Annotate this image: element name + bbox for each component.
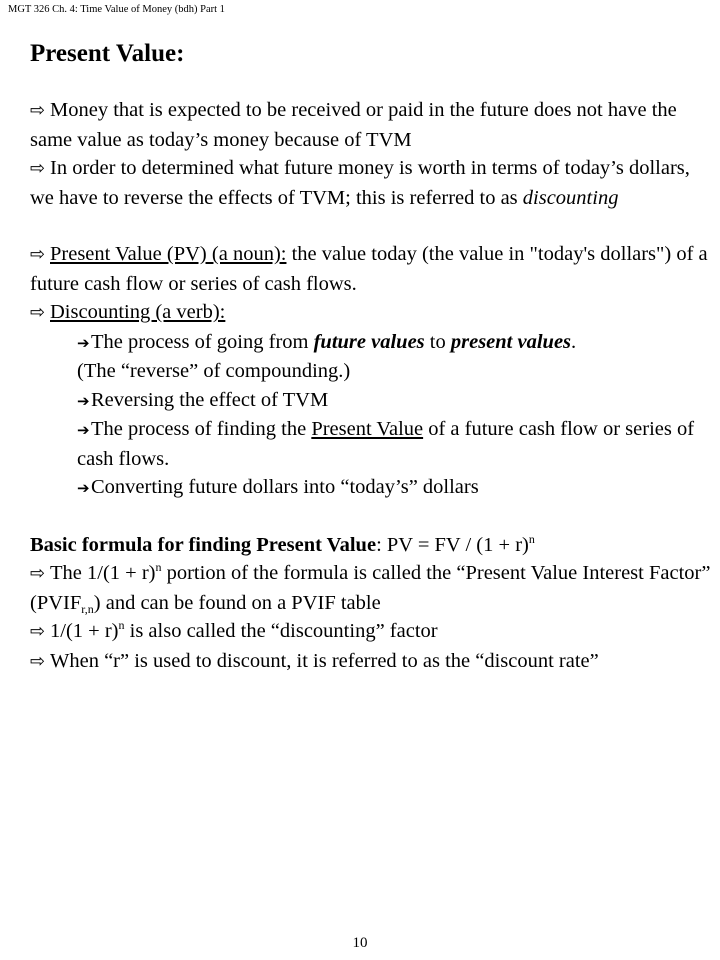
- bullet-discount-factor: [30, 617, 712, 647]
- small-arrow-icon: ➔: [77, 421, 90, 439]
- bullet-discounting-intro: [30, 154, 712, 212]
- sub-text: The process of finding the: [91, 418, 312, 440]
- emphasis-present-values: present values: [450, 330, 572, 353]
- arrow-icon: ⇨: [30, 621, 46, 642]
- pv-term: Present Value (PV) (a noun):: [50, 243, 287, 265]
- small-arrow-icon: ➔: [77, 333, 90, 352]
- discounting-term: Discounting (a verb):: [50, 301, 226, 323]
- bullet-text: ) and can be found on a PVIF table: [93, 591, 381, 614]
- sub-text: Reversing the effect of TVM: [91, 388, 329, 411]
- bullet-discounting-def: [30, 298, 712, 328]
- bullet-text: When “r” is used to discount, it is referred to as the “discount rate”: [50, 649, 599, 672]
- page-number: 10: [352, 935, 368, 951]
- exponent-n: n: [118, 618, 125, 632]
- bullet-text: portion of the formula is called the “Present Value Interest Factor” (PVIF: [30, 562, 711, 614]
- bullet-pvif: [30, 559, 712, 617]
- arrow-icon: ⇨: [30, 302, 46, 323]
- bullet-text: Money that is expected to be received or paid in the future does not have the same value as today’s money because of TVM: [30, 99, 677, 151]
- sub-text: to: [424, 330, 451, 353]
- bullet-discount-rate: [30, 647, 712, 677]
- sub-text: Converting future dollars into “today’s” dollars: [91, 476, 479, 498]
- page-header: MGT 326 Ch. 4: Time Value of Money (bdh) Part 1: [8, 4, 225, 15]
- exponent-n: n: [528, 531, 535, 546]
- sub-bullet-3: [30, 415, 712, 473]
- content: [30, 96, 712, 676]
- arrow-icon: ⇨: [30, 563, 46, 584]
- bullet-text: 1/(1 + r): [50, 620, 119, 642]
- arrow-icon: ⇨: [30, 100, 46, 121]
- bullet-pv-definition: [30, 240, 712, 298]
- formula-line: [30, 531, 712, 560]
- small-arrow-icon: ➔: [77, 479, 90, 497]
- sub-bullet-2: [30, 386, 712, 416]
- sub-bullet-1: [30, 328, 712, 386]
- sub-text: (The “reverse” of compounding.): [77, 360, 351, 382]
- small-arrow-icon: ➔: [77, 391, 90, 410]
- formula-label: Basic formula for finding Present Value: [30, 533, 377, 556]
- sub-text: The process of going from: [91, 330, 314, 353]
- formula-text: : PV = FV / (1 + r): [376, 533, 529, 556]
- arrow-icon: ⇨: [30, 244, 46, 265]
- arrow-icon: ⇨: [30, 650, 46, 672]
- bullet-text: is also called the “discounting” factor: [124, 620, 438, 642]
- sub-bullet-4: [30, 473, 712, 503]
- sub-text: .: [571, 330, 577, 353]
- sub-text: of a future cash flow or series of cash flows.: [77, 418, 695, 470]
- bullet-text: The 1/(1 + r): [50, 562, 156, 584]
- italic-term: discounting: [522, 186, 619, 209]
- page-title: Present Value:: [30, 40, 185, 67]
- bullet-tvm: [30, 96, 712, 154]
- emphasis-future-values: future values: [313, 330, 425, 353]
- underlined-present-value: Present Value: [311, 418, 424, 440]
- pv-definition: the value today (the value in "today's dollars") of a future cash flow or series of cash flows.: [30, 243, 708, 295]
- subscript-rn: r,n: [81, 601, 94, 616]
- exponent-n: n: [155, 560, 162, 574]
- arrow-icon: ⇨: [30, 158, 46, 179]
- bullet-text: In order to determined what future money is worth in terms of today’s dollars, we have to reverse the effects of TVM; this is referred to as: [30, 157, 690, 209]
